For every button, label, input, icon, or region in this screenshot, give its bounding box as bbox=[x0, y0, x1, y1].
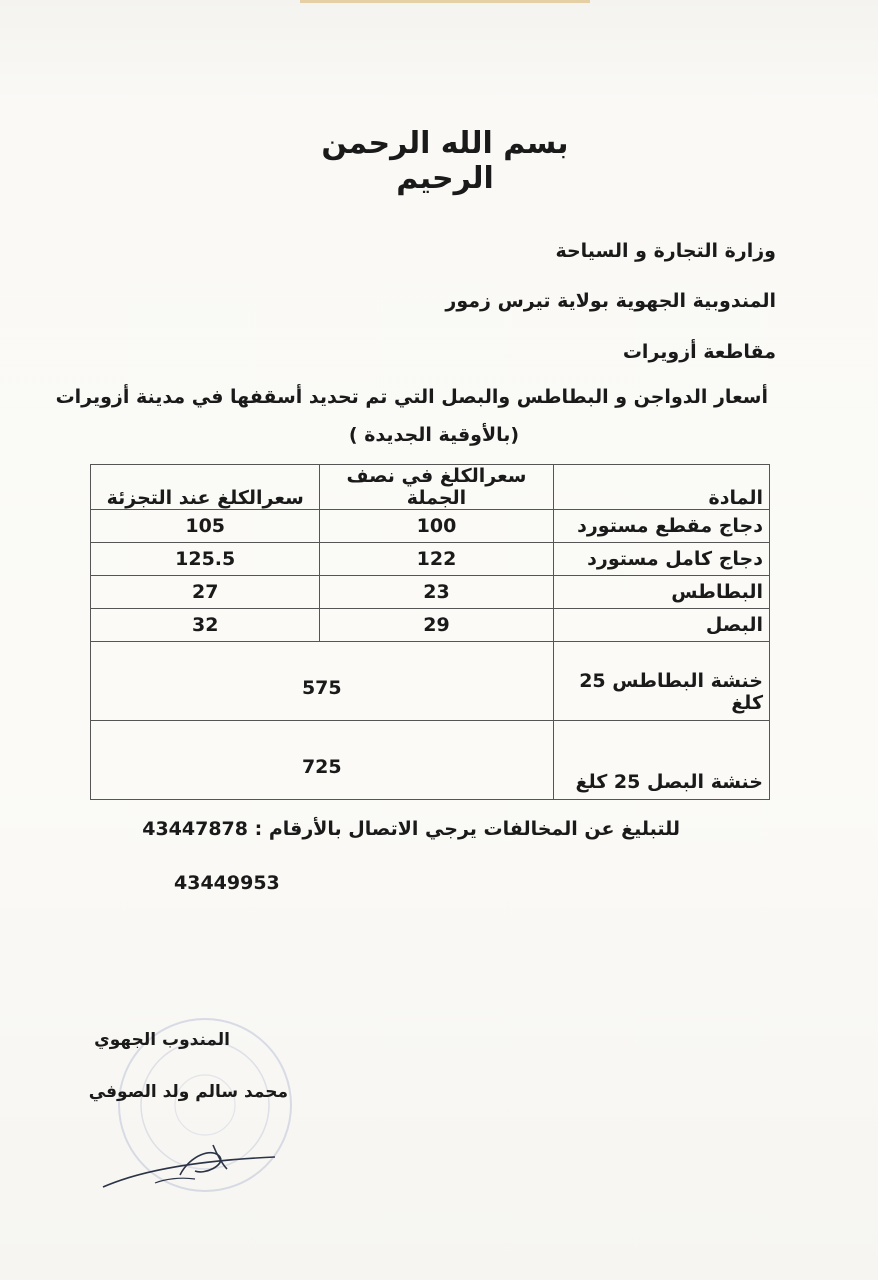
table-row bbox=[91, 609, 770, 642]
table-row bbox=[91, 543, 770, 576]
price-table bbox=[90, 464, 770, 800]
item-cell: البطاطس bbox=[553, 576, 769, 609]
bag-item-cell: خنشة البصل 25 كلغ bbox=[553, 721, 769, 800]
phone-number-2: 43449953 bbox=[174, 872, 280, 894]
table-row bbox=[91, 721, 770, 800]
column-header-item: المادة bbox=[553, 465, 769, 510]
signer-role: المندوب الجهوي bbox=[94, 1030, 230, 1050]
regional-delegation: المندوبية الجهوية بولاية تيرس زمور bbox=[445, 290, 776, 312]
district-name: مقاطعة أزويرات bbox=[622, 341, 776, 363]
basmala-heading: بسم الله الرحمن الرحيم bbox=[321, 126, 569, 196]
table-row bbox=[91, 642, 770, 721]
currency-note: (بالأوقية الجديدة ) bbox=[348, 424, 520, 446]
half-wholesale-price-cell: 122 bbox=[320, 543, 553, 576]
ministry-name: وزارة التجارة و السياحة bbox=[555, 240, 776, 262]
handwritten-signature bbox=[95, 1135, 285, 1195]
half-wholesale-price-cell: 100 bbox=[320, 510, 553, 543]
retail-price-cell: 27 bbox=[91, 576, 320, 609]
bag-item-cell: خنشة البطاطس 25 كلغ bbox=[553, 642, 769, 721]
contact-line bbox=[142, 818, 680, 840]
column-header-half-wholesale: سعرالكلغ في نصف الجملة bbox=[320, 465, 553, 510]
table-row bbox=[91, 576, 770, 609]
phone-number-1: 43447878 bbox=[142, 818, 248, 840]
bag-price-cell: 575 bbox=[91, 642, 554, 721]
top-edge-mark bbox=[300, 0, 590, 3]
contact-text: للتبليغ عن المخالفات يرجي الاتصال بالأرقام : bbox=[254, 818, 680, 840]
item-cell: دجاج كامل مستورد bbox=[553, 543, 769, 576]
item-cell: البصل bbox=[553, 609, 769, 642]
document-title: أسعار الدواجن و البطاطس والبصل التي تم تحديد أسقفها في مدينة أزويرات bbox=[55, 386, 768, 408]
column-header-retail: سعرالكلغ عند التجزئة bbox=[91, 465, 320, 510]
retail-price-cell: 32 bbox=[91, 609, 320, 642]
half-wholesale-price-cell: 23 bbox=[320, 576, 553, 609]
bag-price-cell: 725 bbox=[91, 721, 554, 800]
retail-price-cell: 125.5 bbox=[91, 543, 320, 576]
signer-name: محمد سالم ولد الصوفي bbox=[88, 1082, 288, 1102]
table-row bbox=[91, 510, 770, 543]
table-header-row bbox=[91, 465, 770, 510]
item-cell: دجاج مقطع مستورد bbox=[553, 510, 769, 543]
retail-price-cell: 105 bbox=[91, 510, 320, 543]
half-wholesale-price-cell: 29 bbox=[320, 609, 553, 642]
